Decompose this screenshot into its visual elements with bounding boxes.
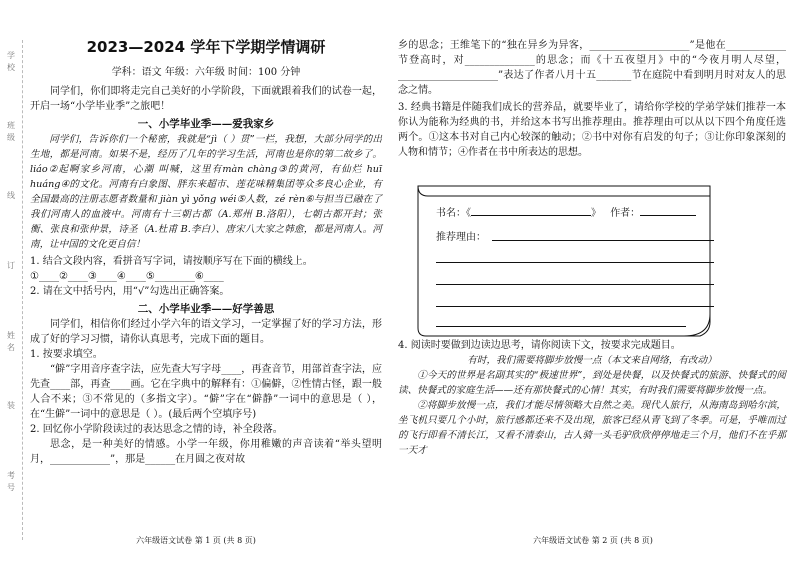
section-1-passage: 同学们，告诉你们一个秘密，我就是“jì（ ）贯”一栏，我想，大部分同学的出生地，都是河南。如果不是，经历了几年的学习生活，河南也是你的第二故乡了。liáo②起啊家乡河南，心潮 叫喊，这里有màn chàng③的黄河，有仙烂 huī huáng④的文化。河南有白象图、胖东来超市、莲花味精集团等众多良心企业，有全国最高的注册志愿者数量和 jiàn yì yǒng wéi⑤人数，zé rèn⑥与担当已融在了我们河南人的血液中。河南有十三朝古都（A.郑州 B.洛阳），七朝古都开封；张衡、张良和张仲景，诗圣（A.杜甫 B.李白）、唐宋八大家之韩愈，都是河南人。河南，让中国的文化更自信！ xyxy=(30,134,382,250)
binding-field: 考号 xyxy=(7,471,15,492)
right-content xyxy=(398,0,786,458)
author-label: 作者： xyxy=(610,208,641,219)
binding-char: 线 xyxy=(7,191,15,200)
left-content xyxy=(30,0,382,467)
passage-title: 有时，我们需要将脚步放慢一点（本文来自网络，有改动） xyxy=(467,355,717,366)
reason-line[interactable] xyxy=(436,284,714,285)
question-1: 1. 结合文段内容，看拼音写字词，请按顺序写在下面的横线上。 xyxy=(30,256,313,267)
reason-line[interactable] xyxy=(492,240,714,241)
question-fill: 1. 按要求填空。 xyxy=(30,349,103,360)
question-4: 4. 阅读时要做到边读边思考，请你阅读下文，按要求完成题目。 xyxy=(398,340,681,351)
section-1-title: 一、小学毕业季——爱我家乡 xyxy=(137,118,275,130)
page-title: 2023—2024 学年下学期学情调研 xyxy=(86,38,326,56)
question-1-blanks[interactable]: ①____②____③____④____⑤________⑥____ xyxy=(30,271,224,282)
binding-field: 班级 xyxy=(7,121,15,142)
page-footer: 六年级语文试卷 第 1 页 (共 8 页) xyxy=(136,536,256,545)
question-fill-text[interactable]: “僻”字用音序查字法，应先查大写字母____，再查音节，用部首查字法，应先查____部，再查____画。它在字典中的解释有：①偏僻，②性情古怪，跟一般人合不来；③不常见的（多指文字）。“僻”字在“僻静”一词中的意思是（ ），在“生僻”一词中的意思是（ ）。(最后两个空填序号) xyxy=(30,364,382,420)
recommendation-scroll xyxy=(414,182,716,342)
exam-meta: 学科：语文 年级：六年级 时间：100 分钟 xyxy=(111,67,301,78)
author-field[interactable] xyxy=(640,205,696,216)
reason-line[interactable] xyxy=(436,306,714,307)
book-row xyxy=(436,204,706,219)
reason-line[interactable] xyxy=(436,262,714,263)
passage-para-1: ①今天的世界是名副其实的“极速世界”，到处是快餐，以及快餐式的旅游、快餐式的阅读、快餐式的家庭生活——还有那快餐式的心情！其实，有时我们需要将脚步放慢一点。 xyxy=(398,370,786,396)
question-3: 3. 经典书籍是伴随我们成长的营养品，就要毕业了，请给你学校的学弟学妹们推荐一本你认为能称为经典的书，并给这本书写出推荐理由。推荐理由可以从以下四个角度任选两个。①这本书对自己内心较深的触动；②书中对你有启发的句子；③让你印象深刻的人物和情节；④作者在书中所表达的思想。 xyxy=(398,102,786,158)
recall-continuation[interactable]: 乡的思念；王维笔下的“独在异乡为异客，____________________”是他在____________节登高时，对______________的思念；而《十五夜望月》中的“今夜月明人尽望，____________________”表达了作者八月十五_______节在庭院中看到明月时对友人的思念之情。 xyxy=(398,40,786,96)
question-2: 2. 请在文中括号内，用“√”勾选出正确答案。 xyxy=(30,286,230,297)
page-footer: 六年级语文试卷 第 2 页 (共 8 页) xyxy=(533,536,653,545)
binding-field: 姓名 xyxy=(7,331,15,352)
passage-para-2: ②将脚步放慢一点，我们才能尽情领略大自然之美。现代人旅行，从海南岛到哈尔滨，坐飞机只要几个小时，旅行感都还来不及出现，旅客已经从青飞到了冬季。可是，乎唯而过的飞行即看不清长江，又看不清泰山，古人骑一头毛驴欣欣停停地走三个月，他们不在乎那一天才 xyxy=(398,400,786,456)
question-recall-text[interactable]: 思念，是一种美好的情感。小学一年级，你用稚嫩的声音读着“举头望明月，____________”，那是______在月圆之夜对故 xyxy=(30,439,382,465)
book-title-field[interactable] xyxy=(471,205,591,216)
left-page xyxy=(0,0,392,561)
binding-margin xyxy=(4,40,23,540)
section-2-title: 二、小学毕业季——好学善思 xyxy=(137,303,275,315)
section-2-intro: 同学们，相信你们经过小学六年的语文学习，一定掌握了好的学习方法，形成了好的学习习惯，请你认真思考，完成下面的题目。 xyxy=(30,319,382,345)
binding-field: 学校 xyxy=(7,51,15,72)
book-label: 书名：《 xyxy=(436,208,471,219)
book-label-close: 》 xyxy=(591,208,601,219)
question-recall: 2. 回忆你小学阶段读过的表达思念之情的诗，补全段落。 xyxy=(30,424,283,435)
reason-line[interactable] xyxy=(436,326,686,327)
binding-char: 装 xyxy=(7,401,15,410)
right-page xyxy=(392,0,794,561)
binding-char: 订 xyxy=(7,261,15,270)
reason-label: 推荐理由： xyxy=(436,232,486,243)
intro-text: 同学们，你们即将走完自己美好的小学阶段，下面就跟着我们的试卷一起，开启一场“小学毕业季”之旅吧！ xyxy=(30,86,382,112)
